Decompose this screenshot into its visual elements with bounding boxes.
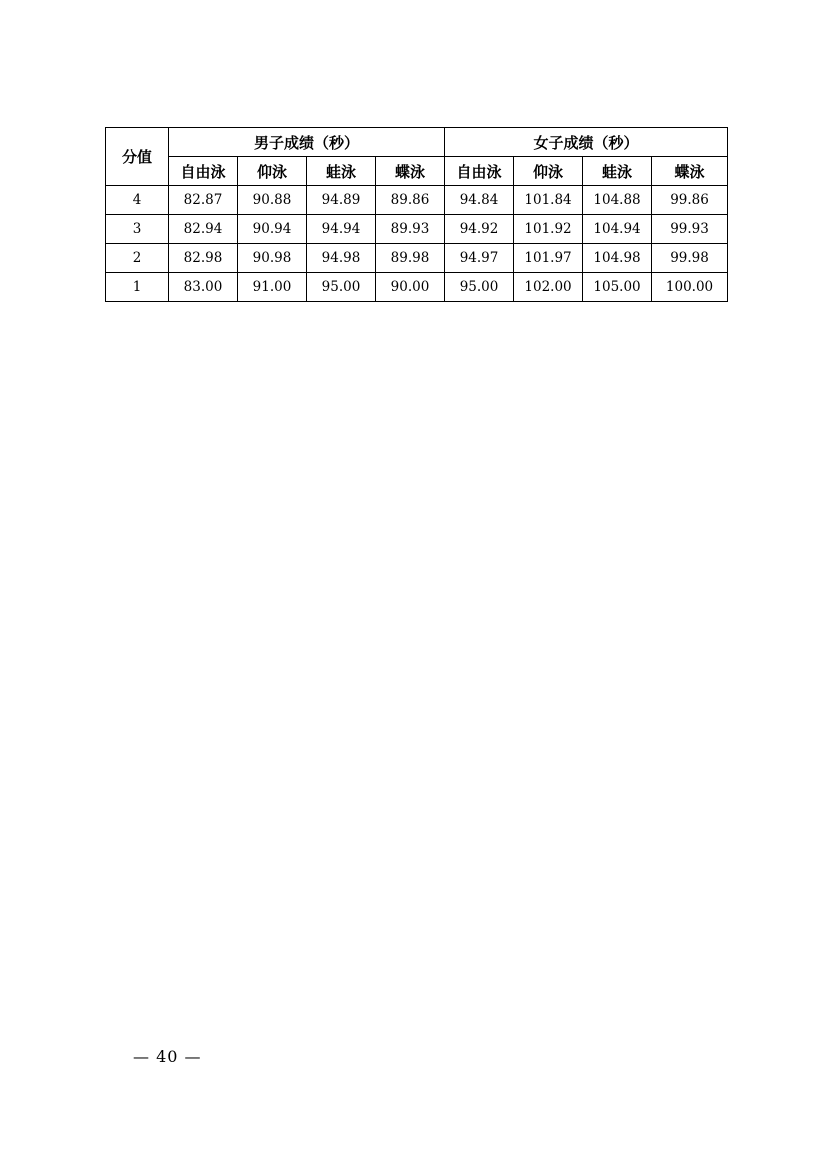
- time-cell: 82.87: [169, 186, 238, 215]
- time-cell: 101.84: [514, 186, 583, 215]
- page-number: — 40 —: [133, 1047, 202, 1066]
- time-cell: 90.98: [238, 244, 307, 273]
- time-cell: 82.98: [169, 244, 238, 273]
- stroke-header: 自由泳: [445, 157, 514, 186]
- time-cell: 104.98: [583, 244, 652, 273]
- time-cell: 99.86: [652, 186, 728, 215]
- female-group-header: 女子成绩（秒）: [445, 128, 728, 157]
- time-cell: 105.00: [583, 273, 652, 302]
- swimming-score-table: [105, 127, 728, 302]
- table-row: [106, 273, 728, 302]
- time-cell: 100.00: [652, 273, 728, 302]
- time-cell: 104.88: [583, 186, 652, 215]
- stroke-header: 蝶泳: [376, 157, 445, 186]
- score-cell: 2: [106, 244, 169, 273]
- time-cell: 90.88: [238, 186, 307, 215]
- stroke-header: 蛙泳: [307, 157, 376, 186]
- table-row: [106, 186, 728, 215]
- score-cell: 1: [106, 273, 169, 302]
- time-cell: 95.00: [307, 273, 376, 302]
- time-cell: 101.92: [514, 215, 583, 244]
- stroke-header: 自由泳: [169, 157, 238, 186]
- time-cell: 83.00: [169, 273, 238, 302]
- time-cell: 104.94: [583, 215, 652, 244]
- stroke-header: 蝶泳: [652, 157, 728, 186]
- male-group-header: 男子成绩（秒）: [169, 128, 445, 157]
- time-cell: 102.00: [514, 273, 583, 302]
- time-cell: 95.00: [445, 273, 514, 302]
- time-cell: 94.92: [445, 215, 514, 244]
- time-cell: 94.97: [445, 244, 514, 273]
- time-cell: 89.98: [376, 244, 445, 273]
- time-cell: 99.98: [652, 244, 728, 273]
- table-row: [106, 244, 728, 273]
- time-cell: 99.93: [652, 215, 728, 244]
- time-cell: 94.84: [445, 186, 514, 215]
- time-cell: 101.97: [514, 244, 583, 273]
- stroke-header: 仰泳: [514, 157, 583, 186]
- time-cell: 90.00: [376, 273, 445, 302]
- time-cell: 94.98: [307, 244, 376, 273]
- time-cell: 94.94: [307, 215, 376, 244]
- time-cell: 94.89: [307, 186, 376, 215]
- score-cell: 4: [106, 186, 169, 215]
- stroke-header: 仰泳: [238, 157, 307, 186]
- group-header-row: [106, 128, 728, 157]
- time-cell: 82.94: [169, 215, 238, 244]
- time-cell: 91.00: [238, 273, 307, 302]
- time-cell: 90.94: [238, 215, 307, 244]
- score-cell: 3: [106, 215, 169, 244]
- time-cell: 89.86: [376, 186, 445, 215]
- score-column-header: 分值: [106, 128, 169, 186]
- time-cell: 89.93: [376, 215, 445, 244]
- stroke-header: 蛙泳: [583, 157, 652, 186]
- table-row: [106, 215, 728, 244]
- stroke-header-row: [106, 157, 728, 186]
